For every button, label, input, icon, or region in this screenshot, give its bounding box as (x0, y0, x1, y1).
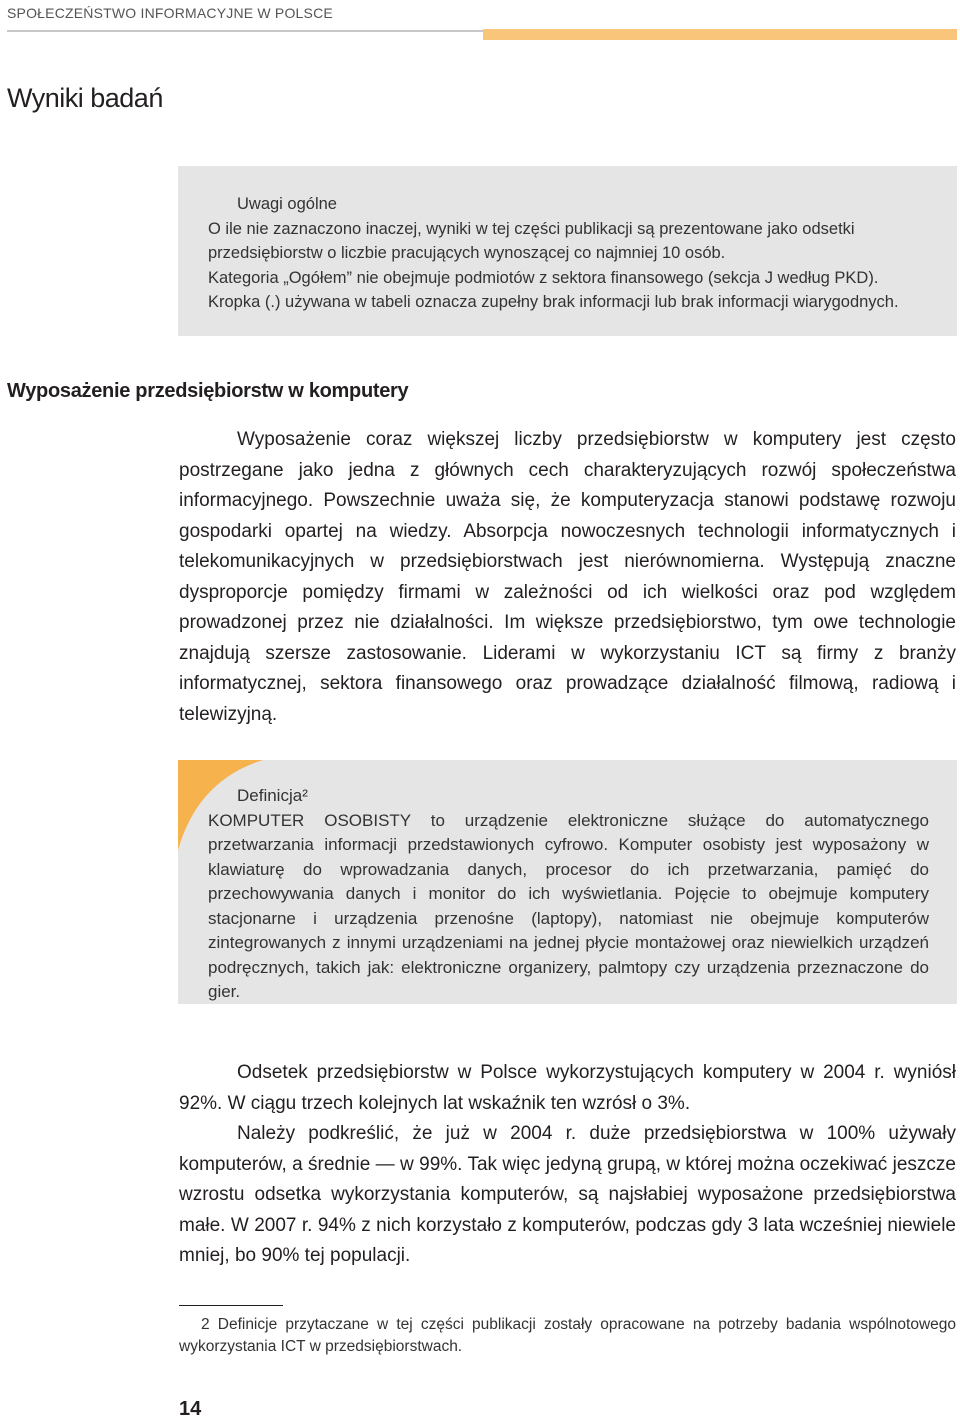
general-notes-box (178, 166, 957, 336)
definition-body: KOMPUTER OSOBISTY to urządzenie elektroniczne służące do automatycznego przetwarzania informacji przedstawionych cyfrowo. Komputer osobisty jest wyposażony w klawiaturę do wprowadzania danych, procesor do ich przetwarzania, pamięć do przechowywania danych i monitor do ich wyświetlania. Pojęcie to obejmuje komputery stacjonarne i urządzenia przenośne (laptopy), natomiast nie obejmuje komputerów zintegrowanych z innymi urządzeniami na jednej płycie montażowej oraz niewielkich urządzeń podręcznych, takich jak: elektroniczne organizery, palmtopy czy urządzenia przeznaczone do gier. (208, 810, 929, 1001)
section-paragraph: Wyposażenie coraz większej liczby przedsiębiorstw w komputery jest często postrzegane jako jedna z głównych cech charakteryzujących rozwój społeczeństwa informacyjnego. Powszechnie uważa się, że komputeryzacja stanowi podstawę rozwoju gospodarki opartej na wiedzy. Absorpcja nowoczesnych technologii informatycznych i telekomunikacyjnych w przedsiębiorstwach jest nierównomierna. Występują znaczne dysproporcje pomiędzy firmami w zależności od ich wielkości oraz pod względem prowadzonej przez nie działalności. Im większe przedsiębiorstwo, tym owe technologie znajdują szersze zastosowanie. Liderami w wykorzystaniu ICT są firmy z branży informatycznej, sektora finansowego oraz prowadzące działalność filmową, radiową i telewizyjną. (179, 429, 956, 725)
notes-title: Uwagi ogólne (237, 195, 337, 213)
footnote-text: 2 Definicje przytaczane w tej części publikacji zostały opracowane na potrzeby badania wspólnotowego wykorzystania ICT w przedsiębiorstwach. (179, 1316, 956, 1355)
section-body (179, 425, 956, 730)
section-heading: Wyposażenie przedsiębiorstw w komputery (7, 380, 409, 402)
footnote (179, 1314, 956, 1358)
notes-line-3: Kropka (.) używana w tabeli oznacza zupełny brak informacji lub brak informacji wiarygodnych. (208, 293, 899, 311)
notes-line-2: Kategoria „Ogółem” nie obejmuje podmiotów z sektora finansowego (sekcja J według PKD). (208, 268, 879, 287)
page-title: Wyniki badań (7, 83, 163, 113)
results-paragraph-2: Należy podkreślić, że już w 2004 r. duże przedsiębiorstwa w 100% używały komputerów, a średnie — w 99%. Tak więc jedyną grupą, w której można oczekiwać jeszcze wzrostu odsetka wykorzystania komputerów, są najsłabiej wyposażone przedsiębiorstwa małe. W 2007 r. 94% z nich korzystało z komputerów, podczas gdy 3 lata wcześniej niewiele mniej, bo 90% tej populacji. (179, 1123, 956, 1266)
results-body (179, 1058, 956, 1272)
page-number: 14 (179, 1398, 202, 1420)
definition-title: Definicja² (237, 786, 308, 805)
running-header: SPOŁECZEŃSTWO INFORMACYJNE W POLSCE (7, 5, 333, 21)
header-rule-orange (483, 29, 957, 40)
footnote-rule (179, 1305, 283, 1306)
notes-line-1: O ile nie zaznaczono inaczej, wyniki w tej części publikacji są prezentowane jako odsetki przedsiębiorstw o liczbie pracujących wynoszącej co najmniej 10 osób. (208, 219, 855, 262)
results-paragraph-1: Odsetek przedsiębiorstw w Polsce wykorzystujących komputery w 2004 r. wyniósł 92%. W ciągu trzech kolejnych lat wskaźnik ten wzrósł o 3%. (179, 1062, 956, 1114)
definition-box (178, 760, 957, 1004)
header-rule-gray (7, 30, 483, 32)
